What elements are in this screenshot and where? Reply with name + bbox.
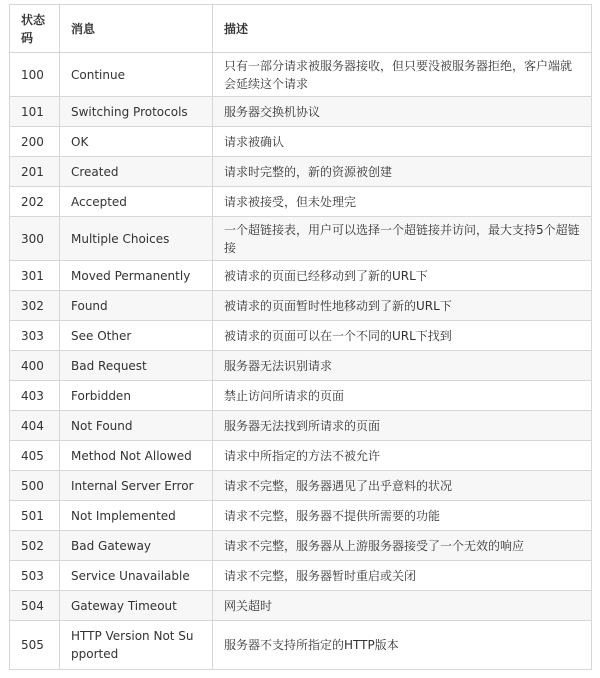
cell-description: 被请求的页面已经移动到了新的URL下 <box>213 261 592 291</box>
table-row <box>10 531 592 561</box>
cell-message: Not Found <box>60 411 213 441</box>
cell-description: 服务器无法识别请求 <box>213 351 592 381</box>
table-row <box>10 411 592 441</box>
table-row <box>10 591 592 621</box>
cell-message: Bad Gateway <box>60 531 213 561</box>
cell-description: 请求被接受，但未处理完 <box>213 187 592 217</box>
cell-code: 503 <box>10 561 60 591</box>
cell-message: Gateway Timeout <box>60 591 213 621</box>
cell-description: 被请求的页面可以在一个不同的URL下找到 <box>213 321 592 351</box>
cell-code: 403 <box>10 381 60 411</box>
cell-code: 202 <box>10 187 60 217</box>
cell-message: Bad Request <box>60 351 213 381</box>
cell-code: 300 <box>10 217 60 261</box>
table-row <box>10 321 592 351</box>
cell-description: 请求不完整，服务器从上游服务器接受了一个无效的响应 <box>213 531 592 561</box>
table-row <box>10 501 592 531</box>
header-description: 描述 <box>213 5 592 53</box>
table-header <box>10 5 592 53</box>
cell-code: 101 <box>10 97 60 127</box>
cell-message: Method Not Allowed <box>60 441 213 471</box>
table-row <box>10 381 592 411</box>
cell-message: Found <box>60 291 213 321</box>
cell-description: 请求时完整的，新的资源被创建 <box>213 157 592 187</box>
cell-description: 请求中所指定的方法不被允许 <box>213 441 592 471</box>
cell-message: Switching Protocols <box>60 97 213 127</box>
cell-code: 501 <box>10 501 60 531</box>
cell-code: 405 <box>10 441 60 471</box>
cell-code: 504 <box>10 591 60 621</box>
cell-code: 502 <box>10 531 60 561</box>
table-row <box>10 291 592 321</box>
cell-code: 505 <box>10 621 60 670</box>
cell-description: 请求不完整，服务器不提供所需要的功能 <box>213 501 592 531</box>
table-row <box>10 53 592 97</box>
cell-message: HTTP Version Not Supported <box>60 621 213 670</box>
table-row <box>10 97 592 127</box>
cell-code: 201 <box>10 157 60 187</box>
cell-code: 404 <box>10 411 60 441</box>
cell-code: 303 <box>10 321 60 351</box>
table-row <box>10 127 592 157</box>
table-row <box>10 471 592 501</box>
cell-description: 禁止访问所请求的页面 <box>213 381 592 411</box>
cell-description: 被请求的页面暂时性地移动到了新的URL下 <box>213 291 592 321</box>
cell-description: 一个超链接表，用户可以选择一个超链接并访问，最大支持5个超链接 <box>213 217 592 261</box>
cell-description: 网关超时 <box>213 591 592 621</box>
table-row <box>10 561 592 591</box>
cell-code: 400 <box>10 351 60 381</box>
cell-message: Accepted <box>60 187 213 217</box>
cell-description: 服务器不支持所指定的HTTP版本 <box>213 621 592 670</box>
table-row <box>10 157 592 187</box>
cell-message: Service Unavailable <box>60 561 213 591</box>
cell-message: Continue <box>60 53 213 97</box>
cell-description: 服务器无法找到所请求的页面 <box>213 411 592 441</box>
cell-message: OK <box>60 127 213 157</box>
table-row <box>10 261 592 291</box>
cell-message: Forbidden <box>60 381 213 411</box>
cell-message: Created <box>60 157 213 187</box>
header-status-code: 状态码 <box>10 5 60 53</box>
cell-code: 200 <box>10 127 60 157</box>
cell-code: 500 <box>10 471 60 501</box>
cell-description: 请求不完整，服务器遇见了出乎意料的状况 <box>213 471 592 501</box>
cell-code: 301 <box>10 261 60 291</box>
status-code-table-container <box>9 4 591 670</box>
cell-message: Multiple Choices <box>60 217 213 261</box>
http-status-code-table <box>9 4 592 670</box>
table-row <box>10 217 592 261</box>
table-row <box>10 621 592 670</box>
cell-message: Moved Permanently <box>60 261 213 291</box>
cell-code: 100 <box>10 53 60 97</box>
cell-code: 302 <box>10 291 60 321</box>
table-body <box>10 53 592 670</box>
cell-description: 请求被确认 <box>213 127 592 157</box>
table-row <box>10 187 592 217</box>
cell-description: 只有一部分请求被服务器接收，但只要没被服务器拒绝，客户端就会延续这个请求 <box>213 53 592 97</box>
cell-message: Internal Server Error <box>60 471 213 501</box>
table-row <box>10 441 592 471</box>
header-row <box>10 5 592 53</box>
cell-description: 请求不完整，服务器暂时重启或关闭 <box>213 561 592 591</box>
header-message: 消息 <box>60 5 213 53</box>
cell-message: See Other <box>60 321 213 351</box>
cell-message: Not Implemented <box>60 501 213 531</box>
cell-description: 服务器交换机协议 <box>213 97 592 127</box>
table-row <box>10 351 592 381</box>
